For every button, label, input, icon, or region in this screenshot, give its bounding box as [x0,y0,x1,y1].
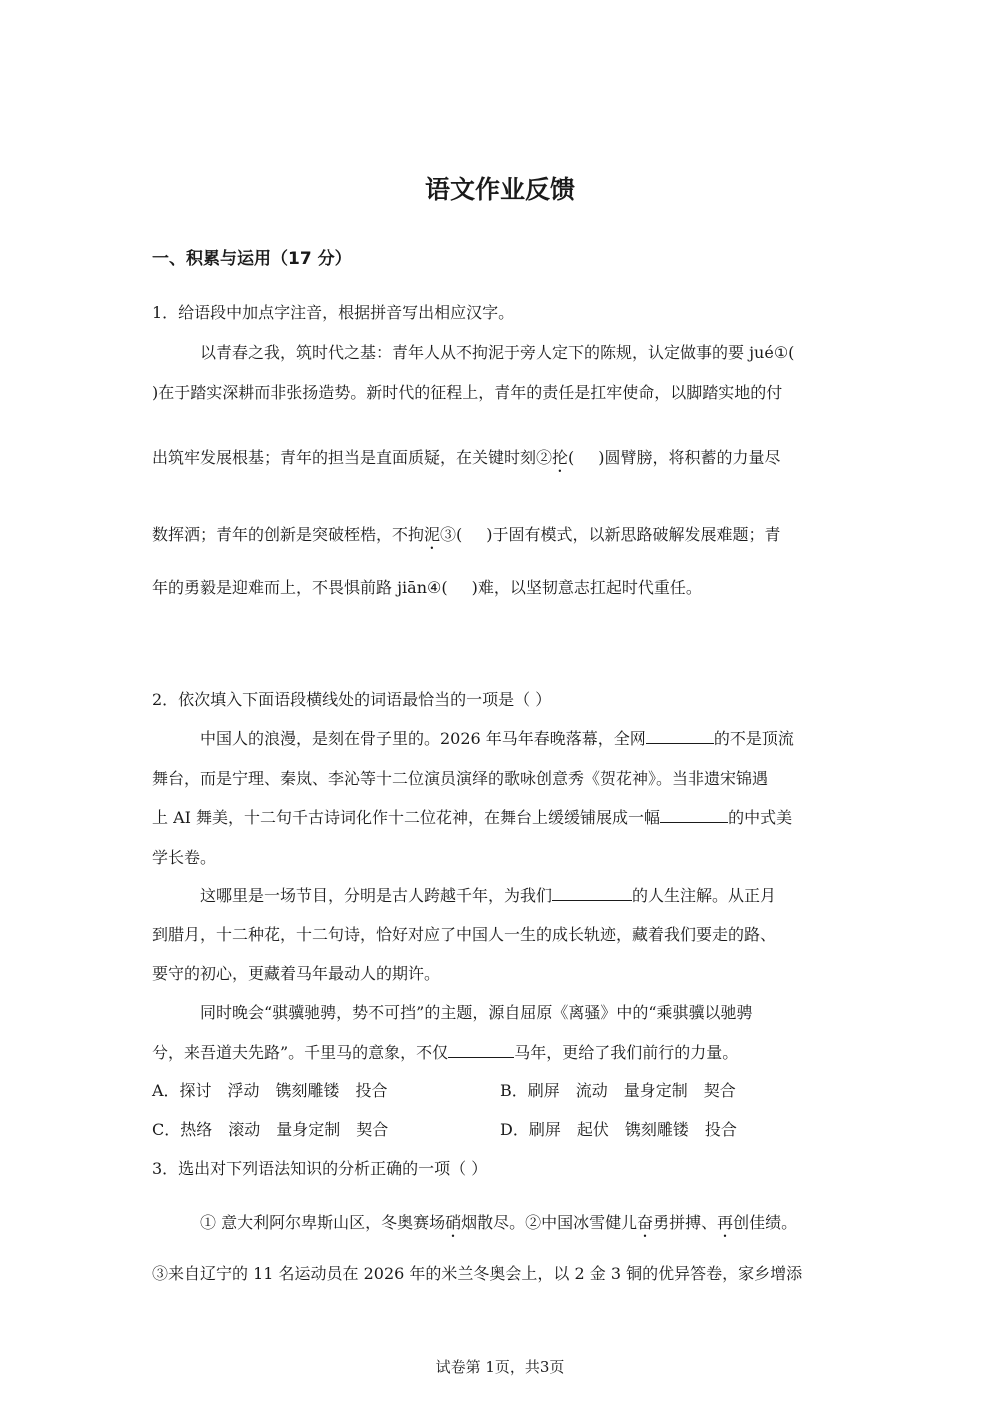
q2-p3-line-1: 同时晚会“骐骥驰骋，势不可挡”的主题，源自屈原《离骚》中的“乘骐骥以驰骋 [200,1003,753,1022]
page-footer: 试卷第 1页，共3页 [435,1358,565,1376]
q1-line-2: )在于踏实深耕而非张扬造势。新时代的征程上，青年的责任是扛牢使命，以脚踏实地的付 [152,383,783,402]
section-heading: 一、积累与运用（17 分） [152,249,352,269]
q2-p3-line-2: 兮，来吾道夫先路”。千里马的意象，不仅 马年，更给了我们前行的力量。 [152,1043,739,1062]
dotted-char: 泥 [424,525,441,544]
q2-p1-line-3: 上 AI 舞美，十二句千古诗词化作十二位花神，在舞台上缓缓铺展成一幅 的中式美 [152,808,793,827]
q2-p1-line-1: 中国人的浪漫，是刻在骨子里的。2026 年马年春晚落幕，全网 的不是顶流 [200,729,794,748]
answer-blank [552,886,632,901]
option-b[interactable]: B．刷屏 流动 量身定制 契合 [500,1081,736,1100]
q1-line-3: 出筑牢发展根基；青年的担当是直面质疑，在关键时刻②抡( )圆臂膀，将积蓄的力量尽 [152,448,781,467]
answer-blank [646,729,714,744]
dotted-char: 奋 [637,1213,654,1232]
q2-p1-line-4: 学长卷。 [152,848,217,867]
answer-blank [660,808,728,823]
q2-p1-line-2: 舞台，而是宁理、秦岚、李沁等十二位演员演绎的歌咏创意秀《贺花神》。当非遗宋锦遇 [152,769,769,788]
answer-blank [448,1043,514,1058]
option-c[interactable]: C．热络 滚动 量身定制 契合 [152,1120,389,1139]
q2-p2-line-1: 这哪里是一场节目，分明是古人跨越千年，为我们 的人生注解。从正月 [200,886,777,905]
q3-line-2: ③来自辽宁的 11 名运动员在 2026 年的米兰冬奥会上，以 2 金 3 铜的优异答卷，家乡增添 [152,1264,803,1283]
option-a[interactable]: A．探讨 浮动 镌刻雕镂 投合 [152,1081,388,1100]
dotted-char: 再 [717,1213,734,1232]
q1-line-1: 以青春之我，筑时代之基：青年人从不拘泥于旁人定下的陈规，认定做事的要 jué①( [200,343,795,362]
dotted-char: 硝 [445,1213,462,1232]
option-d[interactable]: D．刷屏 起伏 镌刻雕镂 投合 [500,1120,737,1139]
document-title: 语文作业反馈 [424,175,575,204]
dotted-char: 抡 [552,448,569,467]
question-1-stem: 1．给语段中加点字注音，根据拼音写出相应汉字。 [152,303,515,322]
q1-line-5: 年的勇毅是迎难而上，不畏惧前路 jiān④( )难，以坚韧意志扛起时代重任。 [152,578,702,597]
q2-p2-line-3: 要守的初心，更藏着马年最动人的期许。 [152,964,441,983]
q1-line-4: 数挥洒；青年的创新是突破桎梏，不拘泥③( )于固有模式，以新思路破解发展难题；青 [152,525,781,544]
question-2-stem: 2．依次填入下面语段横线处的词语最恰当的一项是（ ） [152,690,552,709]
question-3-stem: 3．选出对下列语法知识的分析正确的一项（ ） [152,1159,488,1178]
q3-line-1: ① 意大利阿尔卑斯山区，冬奥赛场硝烟散尽。②中国冰雪健儿奋勇拼搏、再创佳绩。 [200,1213,798,1232]
q2-p2-line-2: 到腊月，十二种花，十二句诗，恰好对应了中国人一生的成长轨迹，藏着我们要走的路、 [152,925,777,944]
